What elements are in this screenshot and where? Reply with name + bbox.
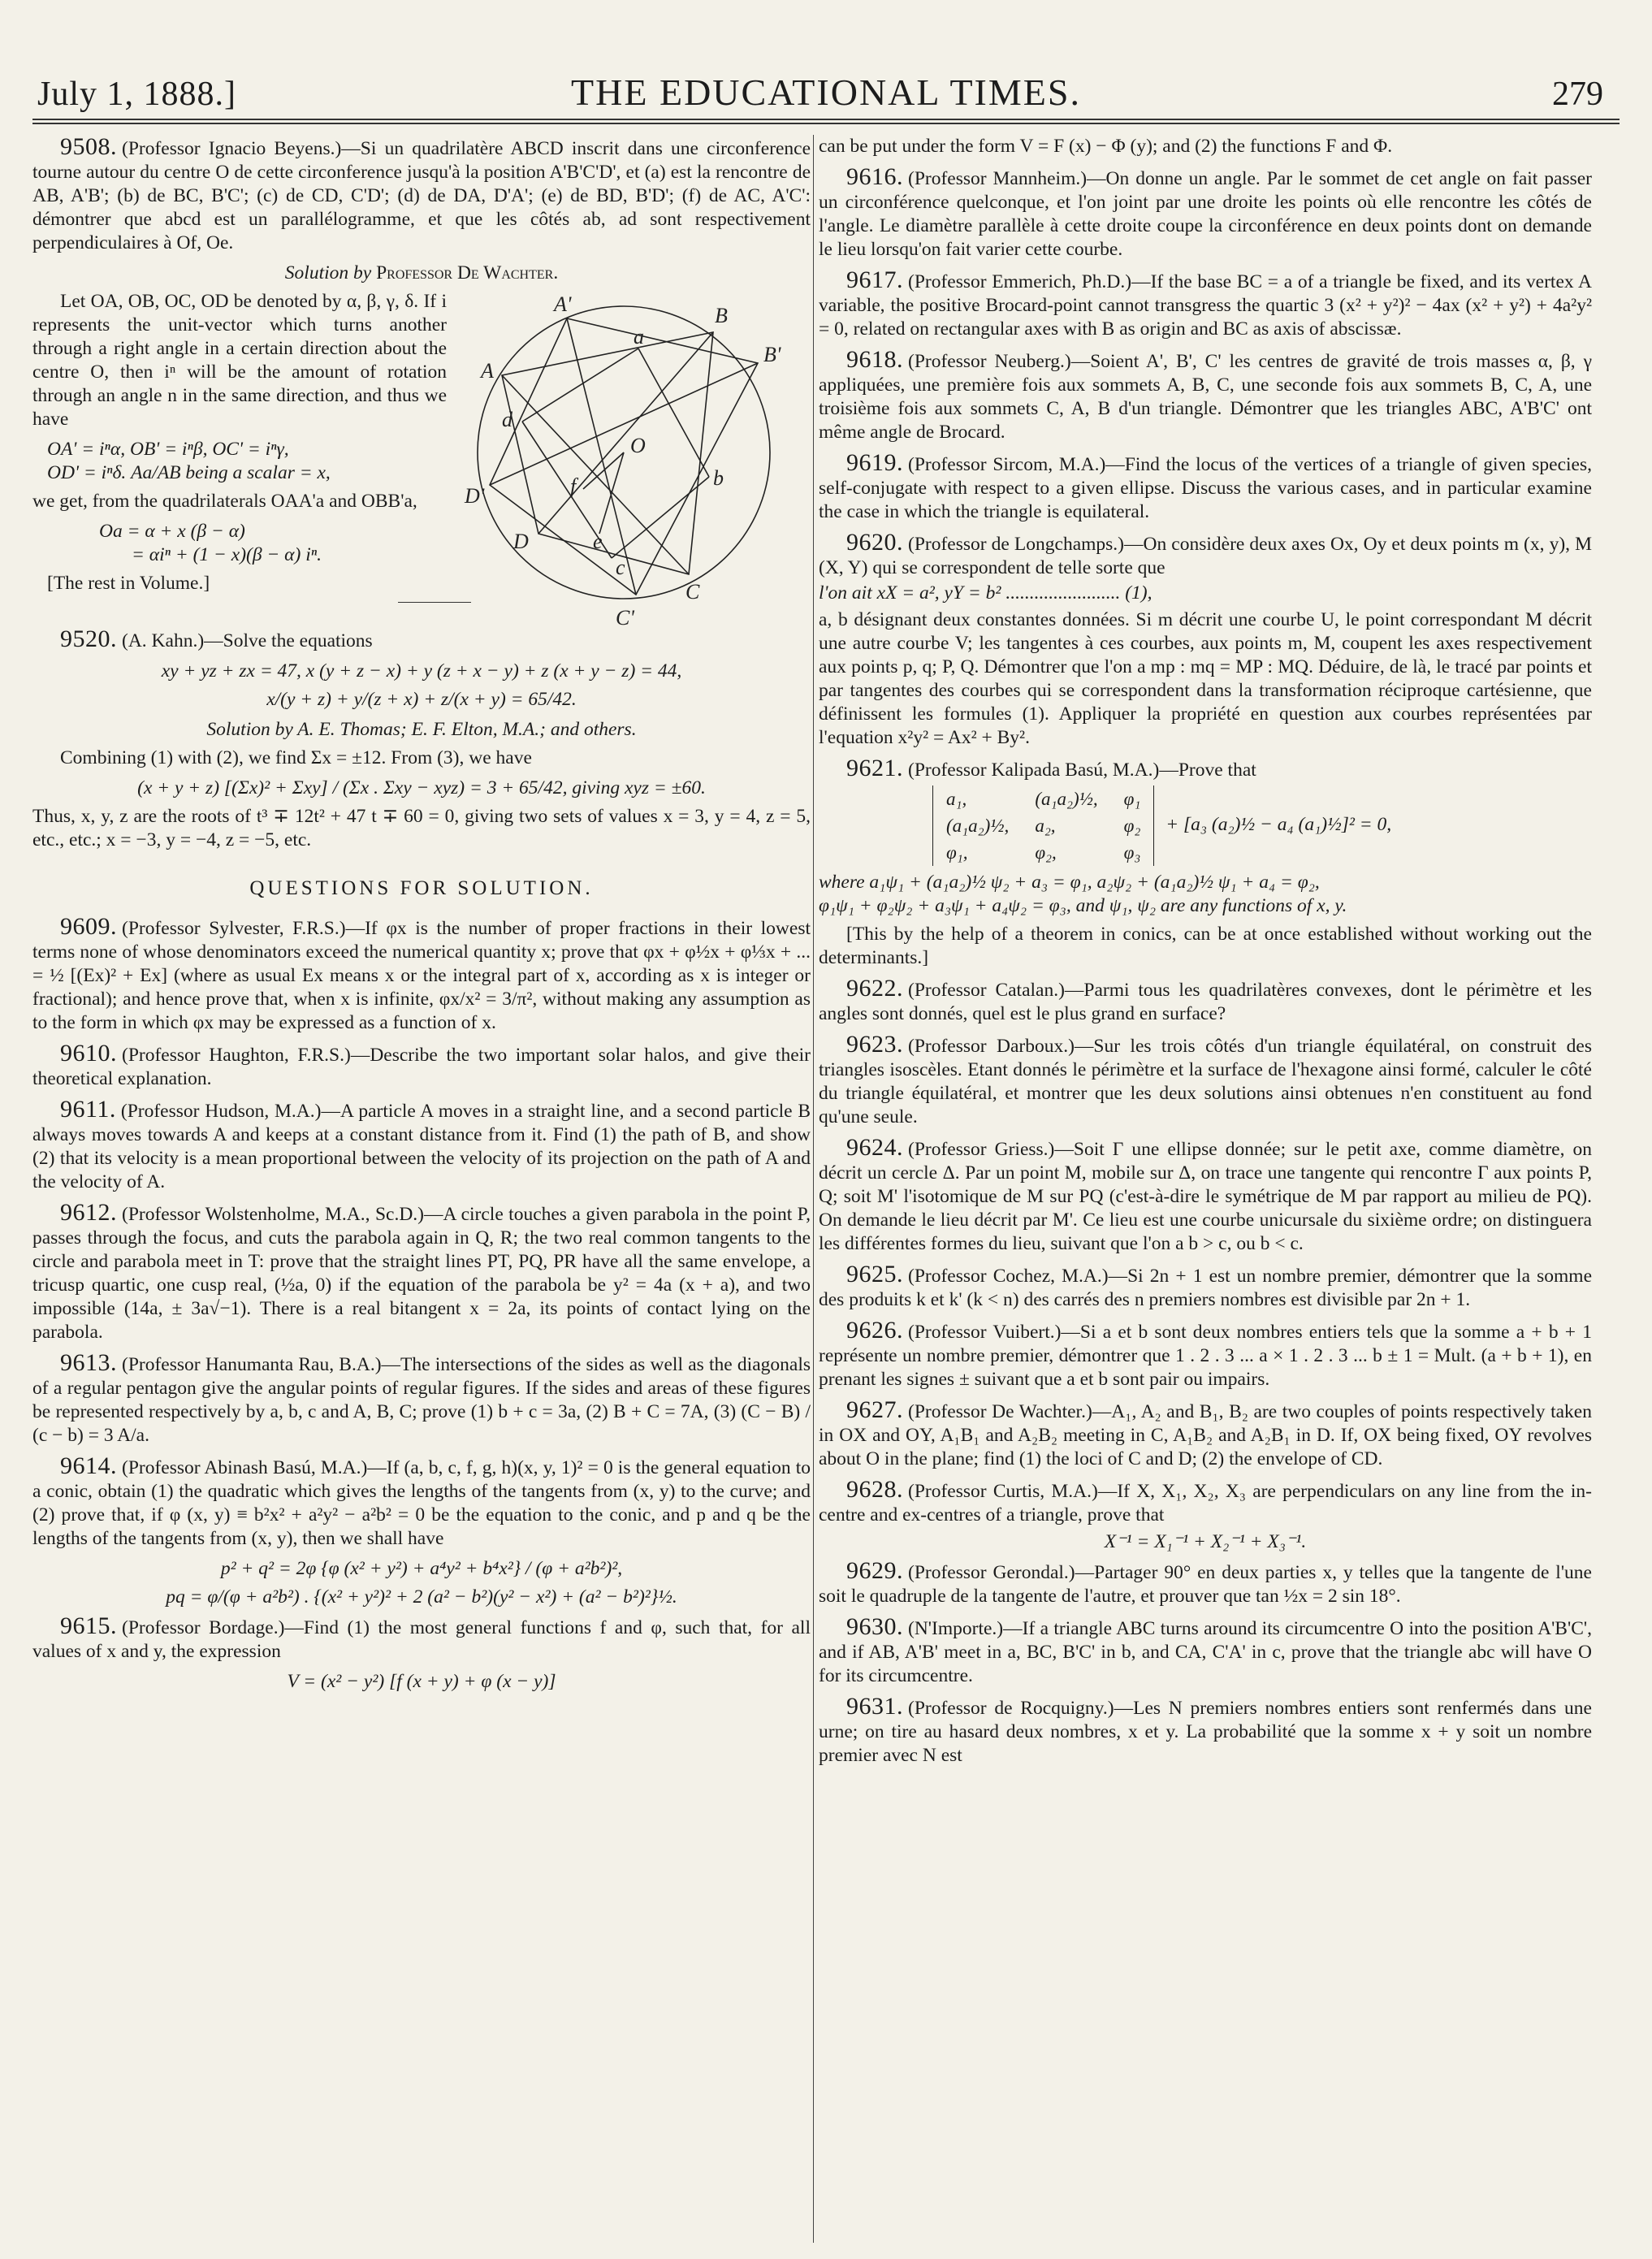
- eq-9614-1: p² + q² = 2φ {φ (x² + y²) + a⁴y² + b⁴x²} / (φ + a²b²)²,: [220, 1558, 623, 1579]
- question-9620-body: a, b désignant deux constantes données. Si m décrit une courbe U, le point correspondant M décrit une autre courbe V; les tangentes à ces courbes, aux points m, M, coupent les axes respectivement aux points p, q; P, Q. Démontrer que l'on a mp : mq = MP : MQ. Déduire, de là, le tracé par points et par tangentes des courbes qui se correspondent dans la transformation réciproque cartésienne, que définissent les formules (1). Appliquer la propriété en question aux courbes représentées par l'equation x²y² = Ax² + By².: [819, 609, 1592, 748]
- label-b-small: b: [713, 466, 724, 490]
- eq-9621-line2: φ₁ψ₁ + φ₂ψ₂ + a₃ψ₁ + a₄ψ₂ = φ₃, and ψ₁, ψ₂ are any functions of x, y.: [819, 895, 1347, 916]
- journal-title: THE EDUCATIONAL TIMES.: [571, 71, 1081, 113]
- question-9612: 9612. (Professor Wolstenholme, M.A., Sc.D.)—A circle touches a given parabola in the point P, passes through the focus, and cuts the parabola again in Q, R; the two real common tangents to the circle and parabola meet in T: prove that the straight lines PT, PQ, PR have all the same envelope, a tricusp quartic, one cusp real, (½a, 0) if the equation of the parabola be y² = 4a (x + a), and two impossible (14a, ± 3a√−1). There is a real bitangent x = 2a, its points of contact lying on the parabola.: [32, 1199, 811, 1343]
- solution-9508-body: Let OA, OB, OC, OD be denoted by α, β, γ, δ. If i represents the unit-vector which turns another through a right angle in a certain direction about the centre O, then iⁿ will be the amount of rotation through an angle n in the same direction, and thus we have: [32, 291, 447, 430]
- quadrilateral-abcd-prime: [490, 318, 758, 595]
- det-cell: (a₁a₂)½,: [1035, 789, 1098, 809]
- question-9627: 9627. (Professor De Wachter.)—A₁, A₂ and B₁, B₂ are two couples of points respectively taken in OX and OY, A₁B₁ and A₂B₂ meeting in C, A₁B₂ and A₂B₁ in D. If, OX being fixed, OY revolves about O in the plane; find (1) the loci of C and D; (2) the envelope of CD.: [819, 1396, 1592, 1469]
- determinant-matrix: [932, 785, 1154, 866]
- label-D: D: [513, 530, 529, 553]
- quadrilateral-diagram: [445, 290, 802, 639]
- det-cell: φ₂: [1123, 816, 1141, 836]
- determinant-tail: + [a₃ (a₂)½ − a₄ (a₁)½]² = 0,: [1165, 813, 1392, 835]
- question-9611: 9611. (Professor Hudson, M.A.)—A particle A moves in a straight line, and a second particle B always moves towards A and keeps at a constant distance from it. Find (1) the path of B, and show (2) that its velocity is a mean proportional between the velocity of its projection on the path of A and the velocity of A.: [32, 1096, 811, 1192]
- eq-oa-1: Oa = α + x (β − α): [99, 521, 245, 542]
- solution-9508-body-2: we get, from the quadrilaterals OAA'a and OBB'a,: [32, 491, 417, 512]
- question-9508: 9508. (Professor Ignacio Beyens.)—Si un quadrilatère ABCD inscrit dans une circonference tourne autour du centre O de cette circonference jusqu'à la position A'B'C'D', et (a) est la rencontre de AB, A'B'; (b) de BC, B'C'; (c) de CD, C'D'; (d) de DA, D'A'; (e) de BD, B'D'; (f) de AC, A'C': démontrer que abcd est un parallélogramme, et que les côtés ab, ad sont respectivement perpendiculaires à Of, Oe.: [32, 135, 811, 253]
- label-C: C: [685, 580, 700, 604]
- eq-rotation-1: OA' = iⁿα, OB' = iⁿβ, OC' = iⁿγ,: [47, 439, 289, 460]
- eq-9620: l'on ait xX = a², yY = b² ........................ (1),: [819, 582, 1153, 604]
- column-divider: [813, 135, 814, 2243]
- solution-9520-body: Combining (1) with (2), we find Σx = ±12. From (3), we have: [60, 747, 532, 768]
- label-c-prime: C': [616, 606, 634, 630]
- question-9625: 9625. (Professor Cochez, M.A.)—Si 2n + 1 est un nombre premier, démontrer que la somme des produits k et k' (k < n) des carrés des n premiers nombres est divisible par 2n + 1.: [819, 1261, 1592, 1310]
- note-9621: [This by the help of a theorem in conics, can be at once established without working out the determinants.]: [819, 924, 1592, 968]
- header-date: July 1, 1888.]: [37, 76, 236, 113]
- eq-9628: X⁻¹ = X₁⁻¹ + X₂⁻¹ + X₃⁻¹.: [1104, 1531, 1307, 1552]
- solution-with-diagram: [32, 290, 811, 630]
- question-9623: 9623. (Professor Darboux.)—Sur les trois côtés d'un triangle équilatéral, on construit des triangles isoscèles. Etant donnés le périmètre et la surface de l'hexagone ainsi formé, calculer le côté du triangle équilatéral, et montrer que les deux solutions ainsi obtenues n'en constituent au fond qu'une seule.: [819, 1031, 1592, 1127]
- question-9630: 9630. (N'Importe.)—If a triangle ABC turns around its circumcentre O into the position A'B'C', and if AB, A'B' meet in a, BC, B'C' in b, and CA, C'A' in c, prove that the triangle abc will have O for its circumcentre.: [819, 1613, 1592, 1686]
- det-cell: (a₁a₂)½,: [946, 816, 1010, 836]
- question-9619: 9619. (Professor Sircom, M.A.)—Find the locus of the vertices of a triangle of given species, self-conjugate with respect to a given ellipse. Discuss the various cases, and in particular examine the case in which the triangle is equilateral.: [819, 449, 1592, 522]
- question-9613: 9613. (Professor Hanumanta Rau, B.A.)—The intersections of the sides as well as the diagonals of a regular pentagon give the angular points of regular figures. If the sides and areas of these figures be represented respectively by a, b, c and A, B, C; prove (1) b + c = 3a, (2) B + C = 7A, (3) (C − B) / (c − b) = 3 A/a.: [32, 1349, 811, 1446]
- eq-9614-2: pq = φ/(φ + a²b²) . {(x² + y²)² + 2 (a² − b²)(y² − x²) + (a² − b²)²}½.: [166, 1586, 677, 1608]
- question-9609: 9609. (Professor Sylvester, F.R.S.)—If φx is the number of proper fractions in their lowest terms none of whose denominators exceed the numerical quantity x; prove that φx + φ½x + φ⅓x + ... = ½ [(Ex)² + Ex] (where as usual Ex means x or the integral part of x, according as x is integer or fractional); and hence prove that, when x is infinite, φx/x² = 3/π², without making any assumption as to the form in which φx may be expressed as a function of x.: [32, 913, 811, 1033]
- label-d: d: [502, 408, 512, 431]
- page-header: [32, 68, 1620, 119]
- question-9626: 9626. (Professor Vuibert.)—Si a et b sont deux nombres entiers tels que la somme a + b + 1 représente un nombre premier, démontrer que 1 . 2 . 3 ... a × 1 . 2 . 3 ... b ± 1 = Mult. (a + b + 1), en prenant les signes ± suivant que a et b sont pair ou impairs.: [819, 1317, 1592, 1390]
- label-e: e: [593, 530, 603, 553]
- question-9631: 9631. (Professor de Rocquigny.)—Les N premiers nombres entiers sont renfermés dans une urne; on tire au hasard deux nombres, x et y. La probabilité que la somme x + y soit un nombre premier avec N est: [819, 1693, 1592, 1766]
- eq-9615: V = (x² − y²) [f (x + y) + φ (x − y)]: [287, 1671, 556, 1692]
- eq-oa-2: = αiⁿ + (1 − x)(β − α) iⁿ.: [132, 544, 322, 565]
- question-9610: 9610. (Professor Haughton, F.R.S.)—Describe the two important solar halos, and give their theoretical explanation.: [32, 1040, 811, 1089]
- header-rule-2: [32, 123, 1620, 124]
- det-cell: a₁,: [946, 789, 967, 809]
- det-cell: φ₁,: [946, 842, 968, 863]
- det-cell: φ₃: [1123, 842, 1141, 863]
- question-9520: 9520. (A. Kahn.)—Solve the equations: [60, 625, 373, 652]
- header-rule: [32, 119, 1620, 120]
- label-o: O: [630, 434, 646, 457]
- eq-9520-2: x/(y + z) + y/(z + x) + z/(x + y) = 65/42.: [266, 689, 577, 710]
- question-9615-continued: can be put under the form V = F (x) − Φ (y); and (2) the functions F and Φ.: [819, 136, 1393, 157]
- left-column: [32, 135, 811, 2243]
- question-9620: 9620. (Professor de Longchamps.)—On considère deux axes Ox, Oy et deux points m (x, y), M (X, Y) qui se correspondent de telle sorte que: [819, 529, 1592, 578]
- det-cell: φ₂,: [1035, 842, 1057, 863]
- right-column: [819, 135, 1592, 2243]
- label-a: a: [634, 325, 644, 348]
- eq-9520-3: (x + y + z) [(Σx)² + Σxy] / (Σx . Σxy − xyz) = 3 + 65/42, giving xyz = ±60.: [137, 777, 706, 798]
- det-cell: φ₁: [1123, 789, 1141, 809]
- label-a-prime: A': [554, 292, 572, 316]
- solution-9520-body-2: Thus, x, y, z are the roots of t³ ∓ 12t² + 47 t ∓ 60 = 0, giving two sets of values x = 3, y = 4, z = 5, etc., etc.; x = −3, y = −4, z = −5, etc.: [32, 806, 811, 850]
- question-9622: 9622. (Professor Catalan.)—Parmi tous les quadrilatères convexes, dont le périmètre et les angles sont donnés, quel est le plus grand en surface?: [819, 975, 1592, 1024]
- label-b-prime: B': [763, 343, 781, 366]
- rest-in-volume: [The rest in Volume.]: [47, 573, 210, 594]
- diagonal-a-c-prime: [567, 318, 636, 595]
- solution-byline: Solution by Professor De Wachter.: [284, 262, 559, 283]
- question-9629: 9629. (Professor Gerondal.)—Partager 90° en deux parties x, y telles que la tangente de l'une soit le quadruple de la tangente de l'autre, et prouver que tan ½x = 2 sin 18°.: [819, 1557, 1592, 1607]
- question-9614: 9614. (Professor Abinash Basú, M.A.)—If (a, b, c, f, g, h)(x, y, 1)² = 0 is the general equation to a conic, obtain (1) the quadratic which gives the lengths of the tangents from (x, y) to the curve; and (2) prove that, if φ (x, y) ≡ b²x² + a²y² − a²b² = 0 be the equation to the conic, and p and q be the lengths of the tangents from (x, y), then we shall have: [32, 1452, 811, 1549]
- label-c: c: [616, 556, 625, 579]
- eq-rotation-2: OD' = iⁿδ. Aa/AB being a scalar = x,: [47, 462, 331, 483]
- page-number: 279: [1552, 76, 1603, 113]
- question-9628: 9628. (Professor Curtis, M.A.)—If X, X₁, X₂, X₃ are perpendiculars on any line from the in-centre and ex-centres of a triangle, prove that: [819, 1476, 1592, 1525]
- solution-9520-byline: Solution by A. E. Thomas; E. F. Elton, M.A.; and others.: [206, 719, 637, 740]
- det-cell: a₂,: [1035, 816, 1056, 836]
- label-d-prime: D': [465, 484, 485, 508]
- question-9616: 9616. (Professor Mannheim.)—On donne un angle. Par le sommet de cet angle on fait passer un circonférence quelconque, et l'on joint par une droite les points où elle rencontre les côtés de l'angle. Le diamètre parallèle à cette droite coupe la circonférence en deux points dont on demande le lieu lorsqu'on fait varier cette courbe.: [819, 163, 1592, 260]
- question-9615: 9615. (Professor Bordage.)—Find (1) the most general functions f and φ, such that, for all values of x and y, the expression: [32, 1612, 811, 1662]
- section-heading: QUESTIONS FOR SOLUTION.: [249, 877, 594, 899]
- eq-9520-1: xy + yz + zx = 47, x (y + z − x) + y (z + x − y) + z (x + y − z) = 44,: [161, 660, 682, 682]
- question-9624: 9624. (Professor Griess.)—Soit Γ une ellipse donnée; sur le petit axe, comme diamètre, on décrit un cercle Δ. Par un point M, mobile sur Δ, on trace une tangente qui rencontre Γ aux points P, Q; soit M' l'isotomique de M sur PQ (c'est-à-dire le symétrique de M par rapport au milieu de PQ). On demande le lieu décrit par M'. Ce lieu est une courbe unicursale du sixième ordre; on distinguera les différentes formes du lieu, suivant que l'on a b > c, ou b < c.: [819, 1134, 1592, 1254]
- label-b: B: [715, 304, 728, 327]
- eq-9621-where: where a₁ψ₁ + (a₁a₂)½ ψ₂ + a₃ = φ₁, a₂ψ₂ + (a₁a₂)½ ψ₁ + a₄ = φ₂,: [819, 872, 1320, 893]
- question-9621: 9621. (Professor Kalipada Basú, M.A.)—Prove that: [846, 755, 1256, 781]
- label-f: f: [570, 474, 577, 498]
- question-9617: 9617. (Professor Emmerich, Ph.D.)—If the base BC = a of a triangle be fixed, and its vertex A variable, the positive Brocard-point cannot transgress the quartic 3 (x² + y²)² − 4ax (x² + y²) + 4a²y² = 0, related on rectangular axes with B as origin and BC as axis of abscissæ.: [819, 266, 1592, 340]
- determinant: [932, 785, 1592, 866]
- label-A: A: [481, 359, 494, 383]
- question-9618: 9618. (Professor Neuberg.)—Soient A', B', C' les centres de gravité de trois masses α, β, γ appliquées, une première fois aux sommets A, B, C, une seconde fois aux sommets B, C, A, une troisième fois aux sommets C, A, B d'un triangle. Démontrer que les triangles ABC, A'B'C' ont même angle de Brocard.: [819, 346, 1592, 443]
